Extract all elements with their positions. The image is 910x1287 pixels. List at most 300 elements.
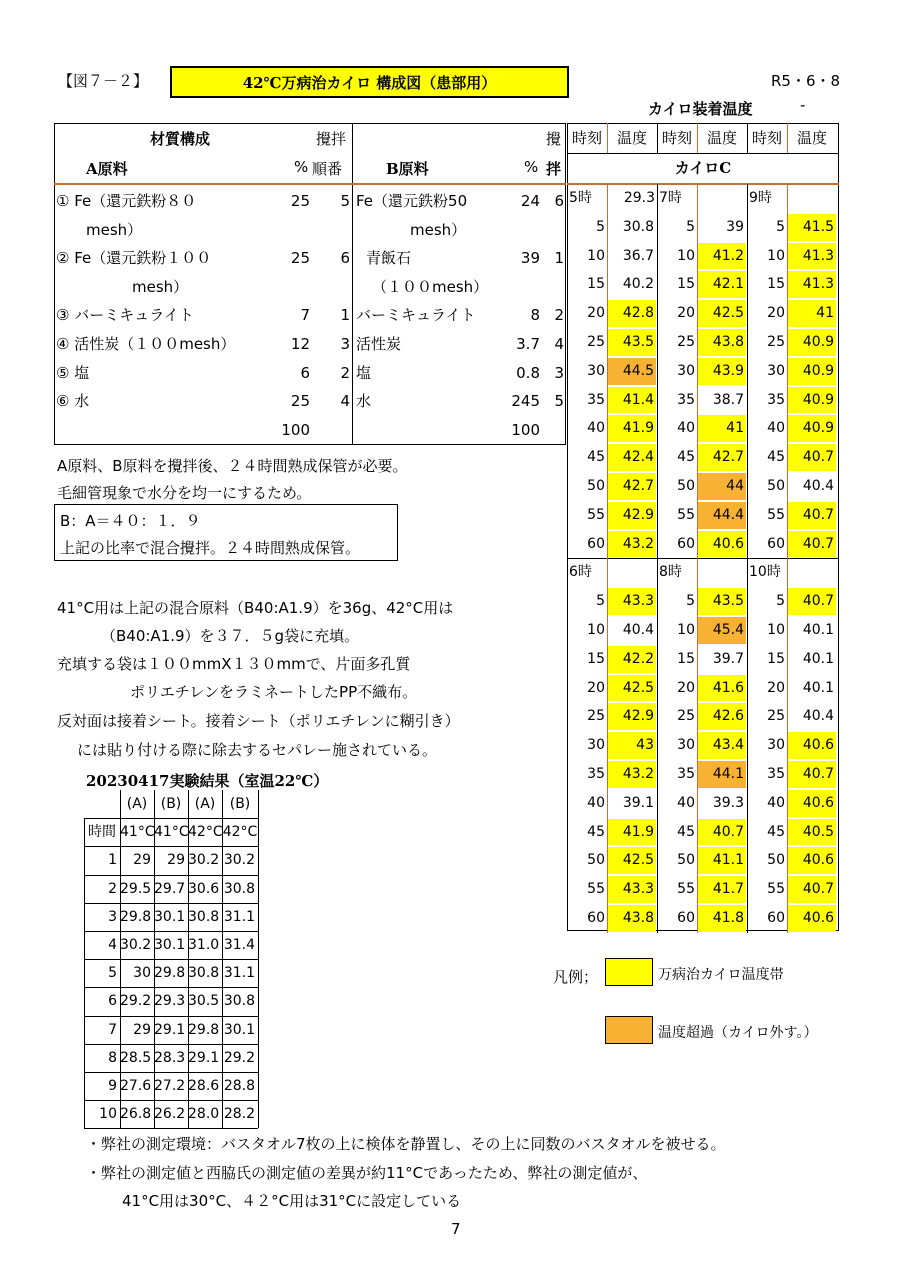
kairo-temperature: 42.6: [698, 703, 746, 730]
kairo-temperature: 41: [788, 300, 836, 327]
kairo-temperature: 40.6: [788, 790, 836, 817]
kairo-temperature: 30.8: [622, 218, 654, 235]
material-a-pct: 12: [290, 335, 310, 353]
material-b-name: （１００mesh）: [372, 277, 489, 296]
experiment-value: 30.1: [154, 937, 186, 953]
material-composition-heading: 材質構成: [150, 130, 211, 148]
time-header: 時刻: [661, 129, 692, 147]
kairo-minute: 60: [677, 910, 695, 926]
material-b-name: バーミキュライト: [356, 306, 476, 325]
experiment-col-line: [120, 790, 121, 1128]
experiment-time: 2: [108, 880, 117, 897]
material-a-order: 2: [340, 363, 350, 382]
experiment-value: 30.1: [223, 1021, 255, 1038]
document-title: 42℃万病治カイロ 構成図（患部用）: [170, 66, 569, 98]
experiment-group-label: (A): [194, 796, 216, 812]
kairo-minute: 35: [767, 391, 785, 408]
grid-group-line: [747, 184, 748, 558]
kairo-temperature: 40.6: [788, 732, 836, 759]
paragraph-line-1: 41°C用は上記の混合原料（B40:A1.9）を36g、42°C用は: [57, 599, 454, 617]
kairo-minute: 40: [677, 420, 695, 437]
document-date: R5・6・8: [771, 72, 841, 90]
experiment-value: 31.1: [223, 965, 255, 982]
kairo-temperature: 40.7: [788, 444, 836, 471]
experiment-value: 26.2: [154, 1106, 186, 1123]
grid-group-line: [747, 123, 748, 153]
material-a-name: ④ 活性炭（１００mesh）: [56, 335, 236, 353]
kairo-hour-label: 10時: [749, 564, 781, 581]
kairo-temperature: 39: [726, 218, 744, 235]
material-a-name: mesh）: [132, 277, 189, 296]
kairo-temperature: 42.5: [608, 847, 656, 874]
kairo-temperature: 40.2: [622, 276, 654, 293]
material-b-pct: 39: [520, 249, 540, 268]
kairo-minute: 60: [767, 535, 785, 552]
experiment-value: 28.2: [223, 1106, 255, 1123]
material-b-order: 4: [554, 335, 564, 353]
kairo-temperature: 40.9: [788, 387, 836, 414]
kairo-start-temp: 29.3: [623, 190, 655, 206]
experiment-value: 30.8: [223, 993, 255, 1010]
paragraph-line-3: 充填する袋は１００mmX１３０mmで、片面多孔質: [57, 655, 411, 673]
kairo-minute: 5: [596, 218, 605, 235]
material-a-pct: [262, 273, 310, 302]
experiment-value: 28.8: [223, 1078, 255, 1094]
stir-heading-b2: 拌: [546, 160, 562, 178]
experiment-value: 29.8: [188, 1021, 220, 1038]
experiment-row-line: [84, 875, 258, 876]
experiment-time: 6: [108, 993, 117, 1010]
experiment-row-line: [84, 818, 258, 819]
experiment-group-label: (B): [229, 796, 251, 812]
kairo-minute: 15: [677, 650, 695, 667]
grid-inner-line: [607, 184, 608, 558]
experiment-value: 31.1: [223, 908, 255, 925]
material-b-pct: [496, 216, 540, 245]
experiment-value: 30.6: [188, 880, 220, 897]
kairo-temperature: 41.6: [698, 675, 746, 702]
kairo-minute: 15: [587, 650, 605, 667]
kairo-temperature: 40.6: [698, 531, 746, 558]
experiment-value: 29.2: [120, 993, 152, 1010]
experiment-row-line: [84, 1016, 258, 1017]
kairo-minute: 45: [587, 823, 605, 840]
kairo-temperature: 43.2: [608, 761, 656, 788]
material-a-pct: 7: [300, 306, 310, 325]
experiment-column-header: 42°C: [188, 824, 223, 841]
kairo-temperature: 40.5: [788, 819, 836, 846]
footer-note-3: 41°C用は30°C、４２°C用は31°Cに設定している: [122, 1192, 462, 1210]
experiment-value: 29: [133, 852, 151, 869]
experiment-col-line: [222, 790, 223, 1128]
kairo-minute: 20: [677, 305, 695, 322]
kairo-minute: 30: [587, 362, 605, 379]
grid-inner-line: [697, 558, 698, 932]
kairo-temperature: 43.5: [608, 329, 656, 356]
experiment-value: 30.8: [188, 908, 220, 925]
materials-header-line: [54, 183, 566, 185]
grid-group-line: [657, 123, 658, 153]
paragraph-line-2: （B40:A1.9）を３７．５g袋に充填。: [101, 627, 360, 645]
material-b-order: 6: [554, 192, 564, 210]
kairo-minute: 10: [767, 247, 785, 264]
experiment-value: 26.8: [120, 1106, 152, 1123]
experiment-value: 30.8: [223, 880, 255, 897]
kairo-minute: 25: [767, 708, 785, 725]
kairo-minute: 20: [677, 679, 695, 696]
order-heading: 順番: [312, 160, 343, 178]
kairo-minute: 5: [596, 593, 605, 610]
grid-inner-line: [697, 123, 698, 153]
experiment-value: 30.1: [154, 908, 186, 925]
experiment-row-line: [84, 1128, 258, 1129]
material-a-pct: [262, 216, 310, 245]
experiment-value: 29.1: [154, 1021, 186, 1038]
kairo-minute: 40: [587, 420, 605, 437]
grid-inner-line: [787, 123, 788, 153]
experiment-value: 28.5: [120, 1049, 152, 1066]
kairo-minute: 20: [587, 679, 605, 696]
kairo-minute: 25: [587, 708, 605, 725]
experiment-time: 10: [99, 1106, 117, 1123]
kairo-hour-label: 9時: [749, 190, 772, 206]
kairo-temperature: 40.9: [788, 415, 836, 442]
kairo-minute: 30: [767, 737, 785, 754]
experiment-value: 29: [133, 1021, 151, 1038]
experiment-time: 5: [108, 965, 117, 982]
kairo-temperature: 40.4: [622, 622, 654, 638]
material-b-order: [542, 273, 564, 302]
kairo-temperature: 40.7: [788, 531, 836, 558]
kairo-temperature: 41: [698, 415, 746, 442]
temp-header: 温度: [796, 129, 827, 147]
experiment-value: 31.0: [188, 937, 220, 953]
kairo-minute: 50: [587, 478, 605, 494]
experiment-row-line: [84, 1044, 258, 1045]
kairo-minute: 45: [767, 823, 785, 840]
material-b-pct: 100: [511, 420, 540, 439]
kairo-minute: 5: [686, 593, 695, 610]
kairo-start-temp: [787, 184, 837, 213]
kairo-temperature: 45.4: [698, 617, 746, 644]
kairo-minute: 50: [767, 478, 785, 494]
material-b-order: 1: [554, 249, 564, 268]
experiment-time: 4: [108, 937, 117, 953]
kairo-start-temp: [697, 184, 747, 213]
grid-header-divider: [567, 153, 839, 154]
kairo-minute: 35: [677, 391, 695, 408]
grid-inner-line: [607, 123, 608, 153]
kairo-temperature: 38.7: [712, 391, 744, 408]
a-material-heading: A原料: [86, 160, 128, 178]
time-header: 時刻: [751, 129, 782, 147]
kairo-minute: 10: [677, 622, 695, 638]
material-b-order: 3: [554, 363, 564, 382]
kairo-temperature: 40.9: [788, 329, 836, 356]
material-b-pct: 8: [530, 306, 540, 325]
experiment-value: 29.7: [154, 880, 186, 897]
footer-note-2: ・弊社の測定値と西脇氏の測定値の差異が約11°Cであったため、弊社の測定値が、: [86, 1164, 648, 1182]
kairo-temperature: 43.8: [698, 329, 746, 356]
kairo-minute: 25: [767, 334, 785, 350]
kairo-temperature: 42.2: [608, 646, 656, 673]
kairo-minute: 20: [587, 305, 605, 322]
kairo-temperature: 40.9: [788, 358, 836, 385]
experiment-value: 29.5: [120, 880, 152, 897]
kairo-temperature: 40.4: [802, 708, 834, 725]
kairo-minute: 60: [767, 910, 785, 926]
legend-yellow-text: 万病治カイロ温度帯: [658, 967, 784, 983]
kairo-minute: 10: [587, 247, 605, 264]
kairo-temperature: 41.3: [788, 271, 836, 298]
experiment-column-header: 41°C: [120, 824, 155, 841]
experiment-row-line: [84, 987, 258, 988]
grid-group-line: [657, 184, 658, 558]
experiment-time: 1: [108, 852, 117, 869]
a-pct-heading: %: [294, 158, 309, 176]
experiment-col-line: [188, 790, 189, 1128]
kairo-minute: 35: [587, 766, 605, 782]
material-a-order: 6: [340, 249, 350, 268]
experiment-row-line: [84, 1072, 258, 1073]
kairo-temperature: 43: [608, 732, 656, 759]
kairo-minute: 10: [767, 622, 785, 638]
kairo-temperature: 42.9: [608, 502, 656, 529]
experiment-time: 8: [108, 1049, 117, 1066]
experiment-value: 29.8: [154, 965, 186, 982]
material-a-order: 4: [340, 392, 350, 411]
experiment-value: 29.3: [154, 993, 186, 1010]
kairo-temperature: 42.5: [608, 675, 656, 702]
experiment-time: 7: [108, 1021, 117, 1038]
experiment-row-line: [84, 846, 258, 847]
material-b-pct: [496, 273, 540, 302]
kairo-temperature: 42.5: [698, 300, 746, 327]
experiment-column-header: 41°C: [154, 824, 189, 841]
kairo-temperature: 43.2: [608, 531, 656, 558]
kairo-minute: 25: [587, 334, 605, 350]
kairo-minute: 45: [677, 823, 695, 840]
grid-inner-line: [697, 184, 698, 558]
kairo-minute: 55: [587, 881, 605, 898]
experiment-value: 27.6: [120, 1078, 152, 1094]
time-header: 時刻: [571, 129, 602, 147]
experiment-row-line: [84, 959, 258, 960]
kairo-minute: 30: [677, 362, 695, 379]
legend-orange-text: 温度超過（カイロ外す。）: [658, 1025, 818, 1041]
kairo-minute: 50: [587, 852, 605, 869]
legend-yellow-swatch: [605, 958, 653, 986]
experiment-value: 29.1: [188, 1049, 220, 1066]
experiment-row-line: [84, 903, 258, 904]
kairo-minute: 10: [677, 247, 695, 264]
kairo-temperature: 43.3: [608, 588, 656, 615]
temp-header: 温度: [706, 129, 737, 147]
kairo-minute: 15: [767, 650, 785, 667]
kairo-temperature: 41.1: [698, 847, 746, 874]
grid-inner-line: [787, 558, 788, 932]
experiment-value: 30.2: [188, 852, 220, 869]
materials-divider: [352, 123, 353, 445]
kairo-minute: 55: [677, 881, 695, 898]
kairo-minute: 45: [767, 449, 785, 466]
kairo-minute: 10: [587, 622, 605, 638]
material-b-order: 5: [554, 392, 564, 411]
material-a-name: ② Fe（還元鉄粉１００: [56, 249, 212, 268]
material-a-order: 3: [340, 335, 350, 353]
kairo-temperature: 42.7: [608, 473, 656, 500]
experiment-left-line: [84, 818, 85, 1128]
kairo-minute: 5: [776, 218, 785, 235]
kairo-temperature: 40.6: [788, 847, 836, 874]
kairo-hour-label: 8時: [659, 564, 682, 581]
material-b-name: 水: [356, 392, 372, 411]
material-b-order: [542, 416, 564, 445]
kairo-minute: 50: [677, 852, 695, 869]
experiment-value: 30.2: [223, 852, 255, 869]
experiment-value: 28.0: [188, 1106, 220, 1123]
kairo-temperature: 44: [698, 473, 746, 500]
experiment-group-label: (A): [126, 796, 148, 812]
kairo-temperature: 42.9: [608, 703, 656, 730]
material-a-pct: 6: [300, 363, 310, 382]
note-2: 毛細管現象で水分を均一にするため。: [57, 484, 312, 502]
kairo-name: カイロC: [674, 159, 732, 177]
kairo-temperature: 43.4: [698, 732, 746, 759]
material-b-pct: 3.7: [516, 335, 540, 353]
experiment-title: 20230417実験結果（室温22℃）: [86, 772, 329, 790]
stir-heading: 攪拌: [316, 130, 347, 148]
experiment-value: 29.8: [120, 908, 152, 925]
material-a-pct: 25: [290, 249, 310, 268]
paragraph-line-6: には貼り付ける際に除去するセパレー施されている。: [77, 741, 438, 759]
material-b-order: [542, 216, 564, 245]
kairo-temperature: 43.5: [698, 588, 746, 615]
stir-heading-b1: 攪: [546, 130, 562, 148]
kairo-minute: 25: [677, 708, 695, 725]
kairo-hour-label: 5時: [569, 190, 592, 206]
kairo-minute: 5: [776, 593, 785, 610]
b-pct-heading: %: [524, 158, 539, 176]
material-b-pct: 245: [511, 392, 540, 411]
kairo-minute: 45: [587, 449, 605, 466]
material-b-name: Fe（還元鉄粉50: [356, 192, 468, 210]
experiment-column-header: 時間: [88, 824, 116, 841]
experiment-value: 30: [133, 965, 151, 982]
kairo-temperature: 40.1: [802, 679, 834, 696]
kairo-temperature: 41.7: [698, 876, 746, 903]
footer-note-1: ・弊社の測定環境：バスタオル7枚の上に検体を静置し、その上に同数のバスタオルを被せる。: [86, 1135, 726, 1153]
experiment-time: 9: [108, 1078, 117, 1094]
paragraph-line-5: 反対面は接着シート。接着シート（ポリエチレンに糊引き）: [57, 712, 460, 730]
kairo-temperature: 40.7: [788, 588, 836, 615]
material-b-name: 活性炭: [356, 335, 402, 353]
grid-inner-line: [607, 558, 608, 932]
temp-header: 温度: [616, 129, 647, 147]
kairo-temperature: 44.5: [608, 358, 656, 385]
material-a-order: 1: [340, 306, 350, 325]
experiment-time: 3: [108, 908, 117, 925]
ratio-note: 上記の比率で混合攪拌。２４時間熟成保管。: [60, 539, 361, 557]
experiment-value: 31.4: [223, 937, 255, 953]
material-b-name: 塩: [356, 363, 372, 382]
kairo-temperature: 40.1: [802, 650, 834, 667]
kairo-minute: 15: [677, 276, 695, 293]
kairo-minute: 15: [587, 276, 605, 293]
kairo-minute: 20: [767, 679, 785, 696]
kairo-minute: 30: [587, 737, 605, 754]
kairo-temperature: 39.3: [712, 794, 744, 811]
kairo-minute: 40: [677, 794, 695, 811]
kairo-minute: 5: [686, 218, 695, 235]
experiment-value: 30.5: [188, 993, 220, 1010]
mount-temp-label: カイロ装着温度: [648, 100, 753, 118]
kairo-temperature: 41.8: [698, 905, 746, 932]
material-a-order: [318, 216, 350, 245]
kairo-minute: 55: [677, 506, 695, 523]
kairo-temperature: 41.9: [608, 819, 656, 846]
kairo-minute: 25: [677, 334, 695, 350]
kairo-minute: 15: [767, 276, 785, 293]
kairo-start-temp: [787, 558, 837, 587]
grid-inner-line: [787, 184, 788, 558]
kairo-temperature: 41.4: [608, 387, 656, 414]
kairo-temperature: 42.8: [608, 300, 656, 327]
experiment-col-line: [258, 790, 259, 1128]
kairo-temperature: 39.1: [622, 794, 654, 811]
material-b-name: mesh）: [410, 220, 467, 239]
kairo-temperature: 40.7: [788, 876, 836, 903]
experiment-value: 30.8: [188, 965, 220, 982]
kairo-minute: 40: [587, 794, 605, 811]
experiment-col-line: [154, 790, 155, 1128]
material-a-pct: 100: [281, 420, 310, 439]
kairo-minute: 60: [587, 535, 605, 552]
kairo-start-temp: [607, 558, 657, 587]
kairo-temperature: 43.9: [698, 358, 746, 385]
material-a-order: [318, 273, 350, 302]
kairo-minute: 40: [767, 794, 785, 811]
kairo-temperature: 41.9: [608, 415, 656, 442]
material-a-name: ① Fe（還元鉄粉８０: [56, 192, 197, 210]
kairo-temperature: 44.4: [698, 502, 746, 529]
grid-group-line: [747, 558, 748, 932]
material-a-name: ⑥ 水: [56, 392, 90, 411]
kairo-temperature: 43.8: [608, 905, 656, 932]
page-number: 7: [451, 1220, 461, 1238]
paragraph-line-4: ポリエチレンをラミネートしたPP不織布。: [130, 683, 418, 701]
material-a-pct: 25: [290, 192, 310, 210]
kairo-temperature: 36.7: [622, 247, 654, 264]
kairo-minute: 55: [767, 506, 785, 523]
kairo-minute: 30: [677, 737, 695, 754]
note-1: A原料、B原料を攪拌後、２４時間熟成保管が必要。: [57, 457, 408, 475]
experiment-group-label: (B): [160, 796, 182, 812]
kairo-start-temp: [697, 558, 747, 587]
kairo-temperature: 40.7: [698, 819, 746, 846]
material-b-pct: 24: [520, 192, 540, 210]
legend-label: 凡例；: [553, 968, 599, 986]
experiment-value: 29.2: [223, 1049, 255, 1066]
kairo-minute: 30: [767, 362, 785, 379]
kairo-minute: 35: [587, 391, 605, 408]
experiment-value: 30.2: [120, 937, 152, 953]
kairo-minute: 50: [767, 852, 785, 869]
legend-orange-swatch: [605, 1016, 653, 1044]
kairo-hour-label: 7時: [659, 190, 682, 206]
material-a-name: ③ バーミキュライト: [56, 306, 194, 325]
kairo-temperature: 40.1: [802, 622, 834, 638]
